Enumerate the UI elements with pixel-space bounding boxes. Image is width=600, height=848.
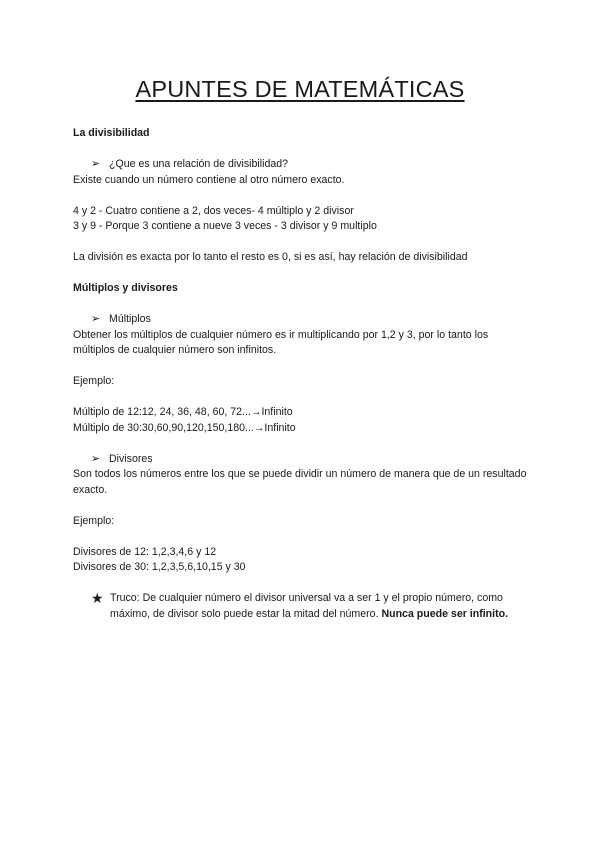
section-heading-multiplos-divisores: Múltiplos y divisores xyxy=(73,282,178,294)
multiplo-line-12: Múltiplo de 12:12, 24, 36, 48, 60, 72...→Infinito xyxy=(73,406,293,418)
divisores-line-30: Divisores de 30: 1,2,3,5,6,10,15 y 30 xyxy=(73,561,246,573)
page-title: APUNTES DE MATEMÁTICAS xyxy=(135,76,465,102)
ejemplo-label: Ejemplo: xyxy=(73,514,115,527)
multiplos-text-1: Obtener los múltiplos de cualquier número es ir multiplicando por 1,2 y 3, por lo tanto los xyxy=(73,328,489,341)
tip-block xyxy=(73,591,533,622)
tip-line-1: Truco: De cualquier número el divisor universal va a ser 1 y el propio número, como xyxy=(110,592,503,604)
multiplos-text-2: múltiplos de cualquier número son infinitos. xyxy=(73,344,277,356)
document-content xyxy=(73,126,533,622)
star-icon: ★ xyxy=(91,590,104,606)
tip-bold-text: Nunca puede ser infinito. xyxy=(381,607,509,620)
ejemplo-label: Ejemplo: xyxy=(73,375,115,387)
tip-line-2 xyxy=(110,607,533,623)
arrow-bullet-icon: ➢ xyxy=(91,158,101,170)
divisores-text-2: exacto. xyxy=(73,483,108,496)
divisores-line-12: Divisores de 12: 1,2,3,4,6 y 12 xyxy=(73,545,217,558)
bullet-divisibilidad-question xyxy=(73,157,533,173)
bullet-multiplos xyxy=(73,312,533,328)
divisores-text-1: Son todos los números entre los que se puede dividir un número de manera que de un resultado xyxy=(73,468,527,480)
note-text: La división es exacta por lo tanto el resto es 0, si es así, hay relación de divisibilidad xyxy=(73,251,468,263)
bullet-text: Divisores xyxy=(109,452,153,465)
tip-text xyxy=(110,591,533,622)
bullet-text: Múltiplos xyxy=(109,313,151,325)
definition-text: Existe cuando un número contiene al otro número exacto. xyxy=(73,173,345,186)
example-line-1: 4 y 2 - Cuatro contiene a 2, dos veces- 4 múltiplo y 2 divisor xyxy=(73,204,354,217)
arrow-bullet-icon: ➢ xyxy=(91,313,101,325)
bullet-divisores xyxy=(73,452,533,468)
bullet-text: ¿Que es una relación de divisibilidad? xyxy=(109,158,289,170)
multiplo-line-30: Múltiplo de 30:30,60,90,120,150,180...→Infinito xyxy=(73,421,296,434)
tip-line-2-text: máximo, de divisor solo puede estar la mitad del número. xyxy=(110,607,379,620)
section-heading-divisibilidad: La divisibilidad xyxy=(73,127,150,139)
example-line-2: 3 y 9 - Porque 3 contiene a nueve 3 veces - 3 divisor y 9 multiplo xyxy=(73,220,377,232)
arrow-bullet-icon: ➢ xyxy=(91,452,101,465)
